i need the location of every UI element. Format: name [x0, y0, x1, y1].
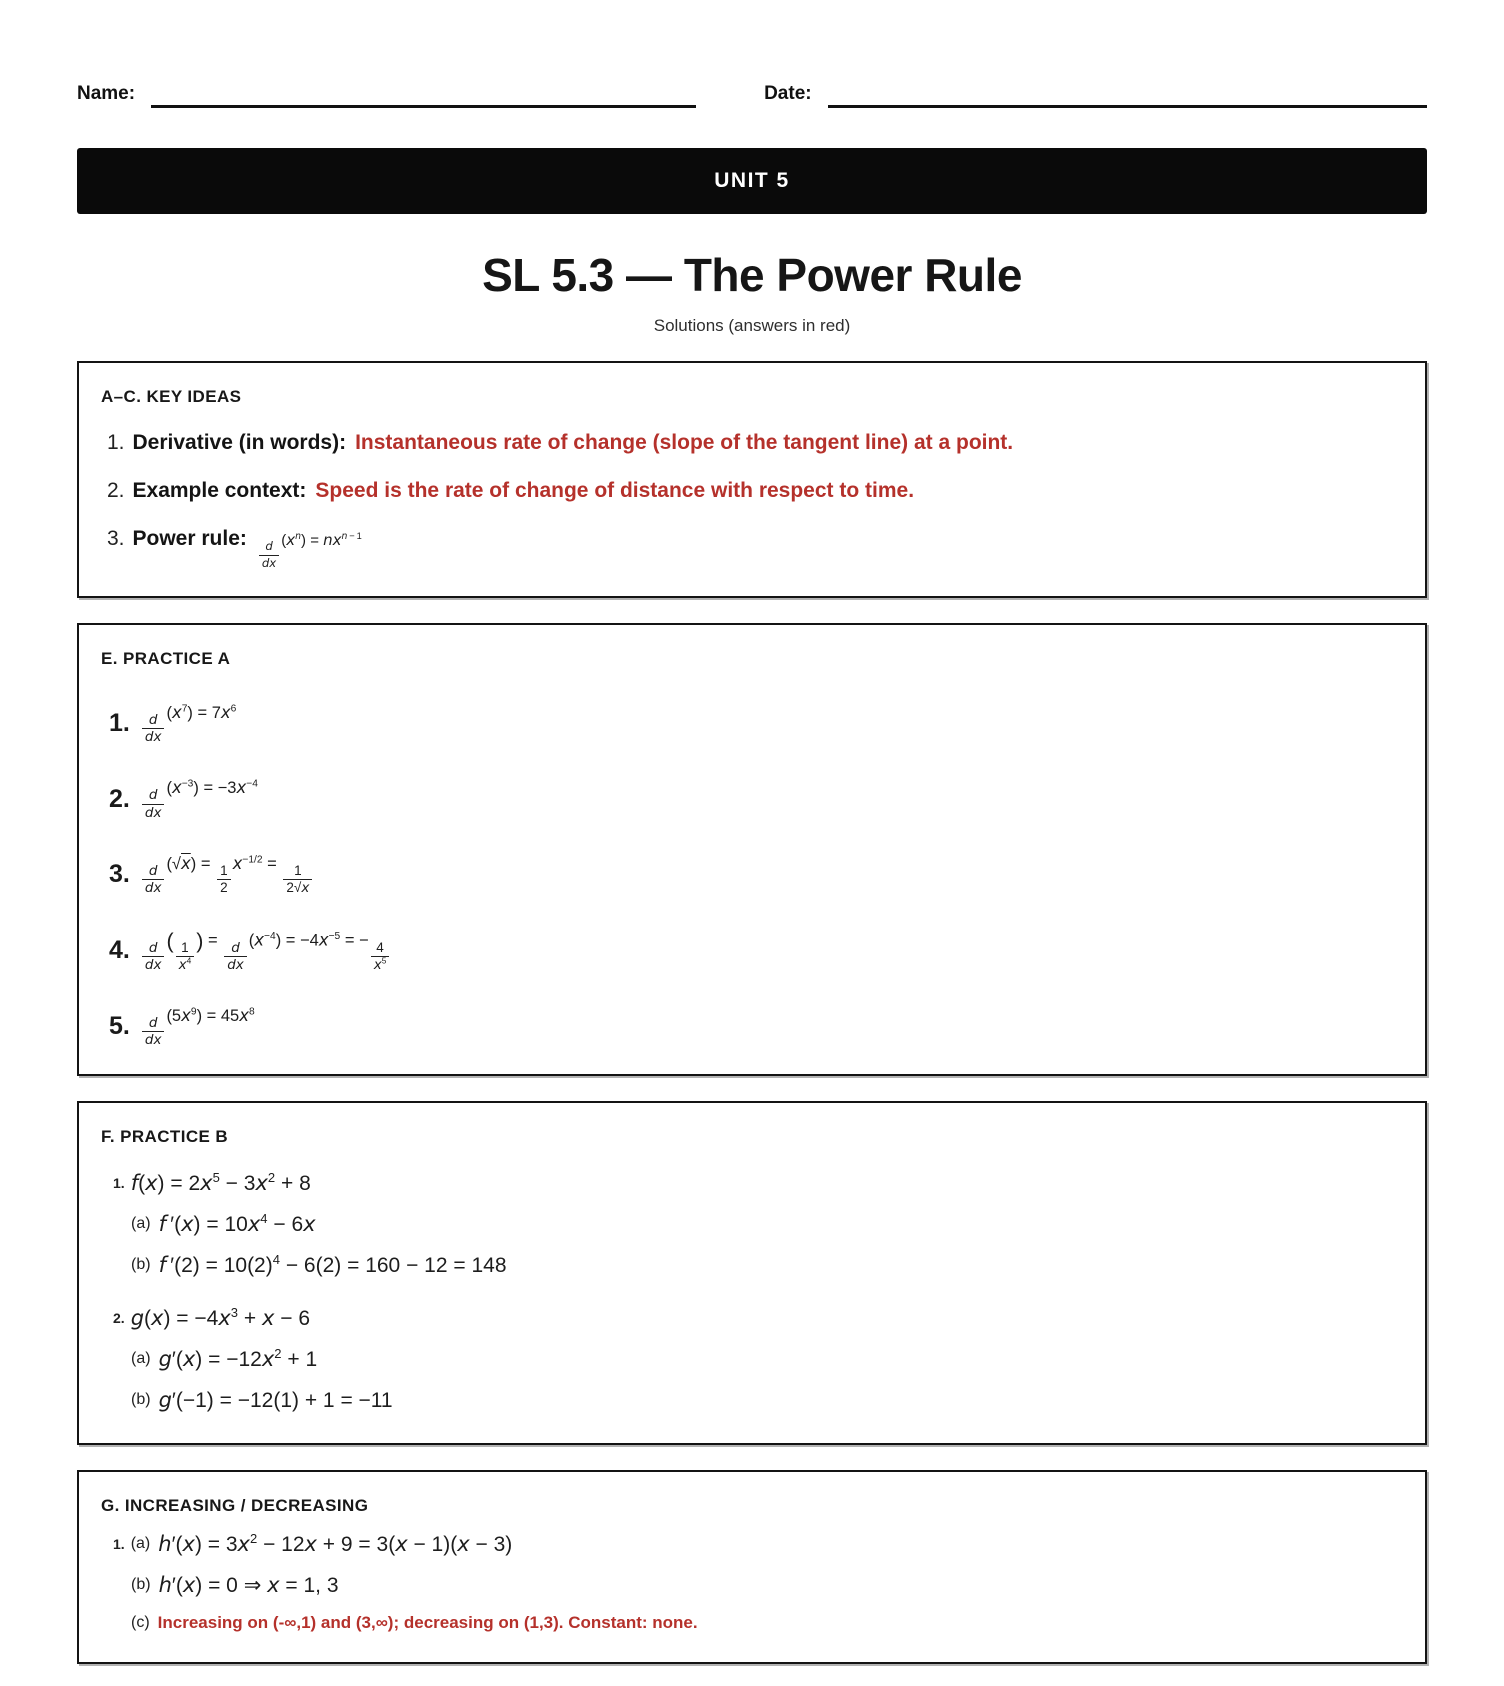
practice-a-item	[101, 703, 1399, 744]
date-input-line[interactable]	[828, 83, 1427, 108]
derivative-expression: $\frac{d}{dx}$ $(x^7) = 7x^6$	[140, 703, 236, 744]
page-title: SL 5.3 — The Power Rule	[482, 249, 1022, 301]
section-key-ideas	[77, 361, 1427, 598]
item-answer: Speed is the rate of change of distance with respect to time.	[315, 479, 915, 502]
problem-part	[101, 1343, 1399, 1376]
item-number: 2.	[113, 1310, 125, 1327]
page-subtitle: Solutions (answers in red)	[653, 316, 851, 335]
inc-dec-problem	[101, 1528, 1399, 1636]
name-label: Name:	[77, 83, 136, 104]
practice-b-problem	[101, 1167, 1399, 1282]
problem-statement	[101, 1167, 1399, 1200]
part-label: (b)	[131, 1256, 151, 1274]
function-definition: $g(x) = -4x^3 + x - 6$	[130, 1304, 311, 1330]
section-practice-b	[77, 1101, 1427, 1445]
date-label: Date:	[764, 83, 812, 104]
item-answer: Instantaneous rate of change (slope of the tangent line) at a point.	[355, 431, 1014, 454]
intervals-answer: Increasing on (-∞,1) and (3,∞); decreasing on (1,3). Constant: none.	[157, 1612, 698, 1632]
problem-part	[101, 1384, 1399, 1417]
unit-banner	[77, 148, 1427, 214]
item-number: 1.	[113, 1175, 125, 1192]
key-idea-item	[101, 431, 1399, 455]
item-number: 3.	[107, 527, 125, 550]
derivative-expression: $h'(x) = 3x^2 - 12x + 9 = 3(x - 1)(x - 3)$	[158, 1530, 513, 1556]
problem-part	[101, 1208, 1399, 1241]
practice-a-item	[101, 854, 1399, 895]
item-number: 2.	[107, 479, 125, 502]
item-label: Derivative (in words):	[132, 431, 347, 454]
part-label: (c)	[131, 1613, 150, 1631]
derivative-expression: $\frac{d}{dx}$ ( $\frac{1}{x^4}$ ) = $\frac{d}{dx}$ $(x^{-4}) = -4x^{-5}$ = − $\frac{4}{x^5}$	[140, 929, 392, 972]
inc-dec-heading: G. INCREASING / DECREASING	[101, 1495, 369, 1515]
derivative-expression: $\frac{d}{dx}$ (√x) = $\frac{1}{2}$ $x^{-1/2}$ = $\frac{1}{2√x}$	[140, 854, 314, 895]
item-number: 5.	[109, 1012, 130, 1041]
critical-points-expression: h′(x) = 0 ⇒ x = 1, 3	[158, 1572, 339, 1597]
part-label: (b)	[131, 1391, 151, 1409]
problem-part	[101, 1569, 1399, 1602]
power-rule-formula: $\frac{d}{dx}$ $(x^n) = nx^{n - 1}$	[257, 531, 362, 570]
evaluation-expression: f $'(2) = 10(2)^4 - 6(2) = 160 - 12 = 148$	[158, 1251, 507, 1277]
part-label: (a)	[131, 1350, 151, 1368]
derivative-expression: $\frac{d}{dx}$ $(5x^9) = 45x^8$	[140, 1006, 255, 1047]
derivative-expression: f $'(x) = 10x^4 - 6x$	[158, 1210, 316, 1236]
evaluation-expression: g′(−1) = −12(1) + 1 = −11	[158, 1387, 393, 1412]
part-label: (a)	[130, 1535, 151, 1553]
item-number: 1.	[113, 1536, 125, 1553]
item-number: 2.	[109, 784, 130, 813]
practice-b-problem	[101, 1302, 1399, 1417]
problem-part	[101, 1610, 1399, 1636]
unit-banner-label: UNIT 5	[714, 169, 790, 192]
practice-a-item	[101, 778, 1399, 819]
part-label: (b)	[131, 1576, 151, 1594]
item-number: 1.	[109, 709, 130, 738]
key-idea-item	[101, 527, 1399, 570]
problem-statement	[101, 1302, 1399, 1335]
item-number: 3.	[109, 860, 130, 889]
item-number: 4.	[109, 936, 130, 965]
practice-a-item	[101, 1006, 1399, 1047]
derivative-expression: $\frac{d}{dx}$ $(x^{-3}) = -3x^{-4}$	[140, 778, 258, 819]
function-definition: $f(x) = 2x^5 - 3x^2 + 8$	[130, 1169, 311, 1195]
section-increasing-decreasing	[77, 1470, 1427, 1664]
practice-b-heading: F. PRACTICE B	[101, 1126, 229, 1146]
key-ideas-heading: A–C. KEY IDEAS	[101, 387, 242, 406]
item-number: 1.	[107, 431, 125, 454]
name-date-row	[77, 80, 1427, 108]
name-input-line[interactable]	[151, 83, 696, 108]
item-label: Power rule:	[132, 527, 247, 550]
key-idea-item	[101, 479, 1399, 503]
item-label: Example context:	[132, 479, 307, 502]
section-practice-a	[77, 623, 1427, 1076]
practice-a-heading: E. PRACTICE A	[101, 648, 231, 668]
part-label: (a)	[131, 1215, 151, 1233]
practice-a-item	[101, 929, 1399, 972]
derivative-expression: $g'(x) = -12x^2 + 1$	[158, 1345, 318, 1371]
problem-part	[101, 1249, 1399, 1282]
